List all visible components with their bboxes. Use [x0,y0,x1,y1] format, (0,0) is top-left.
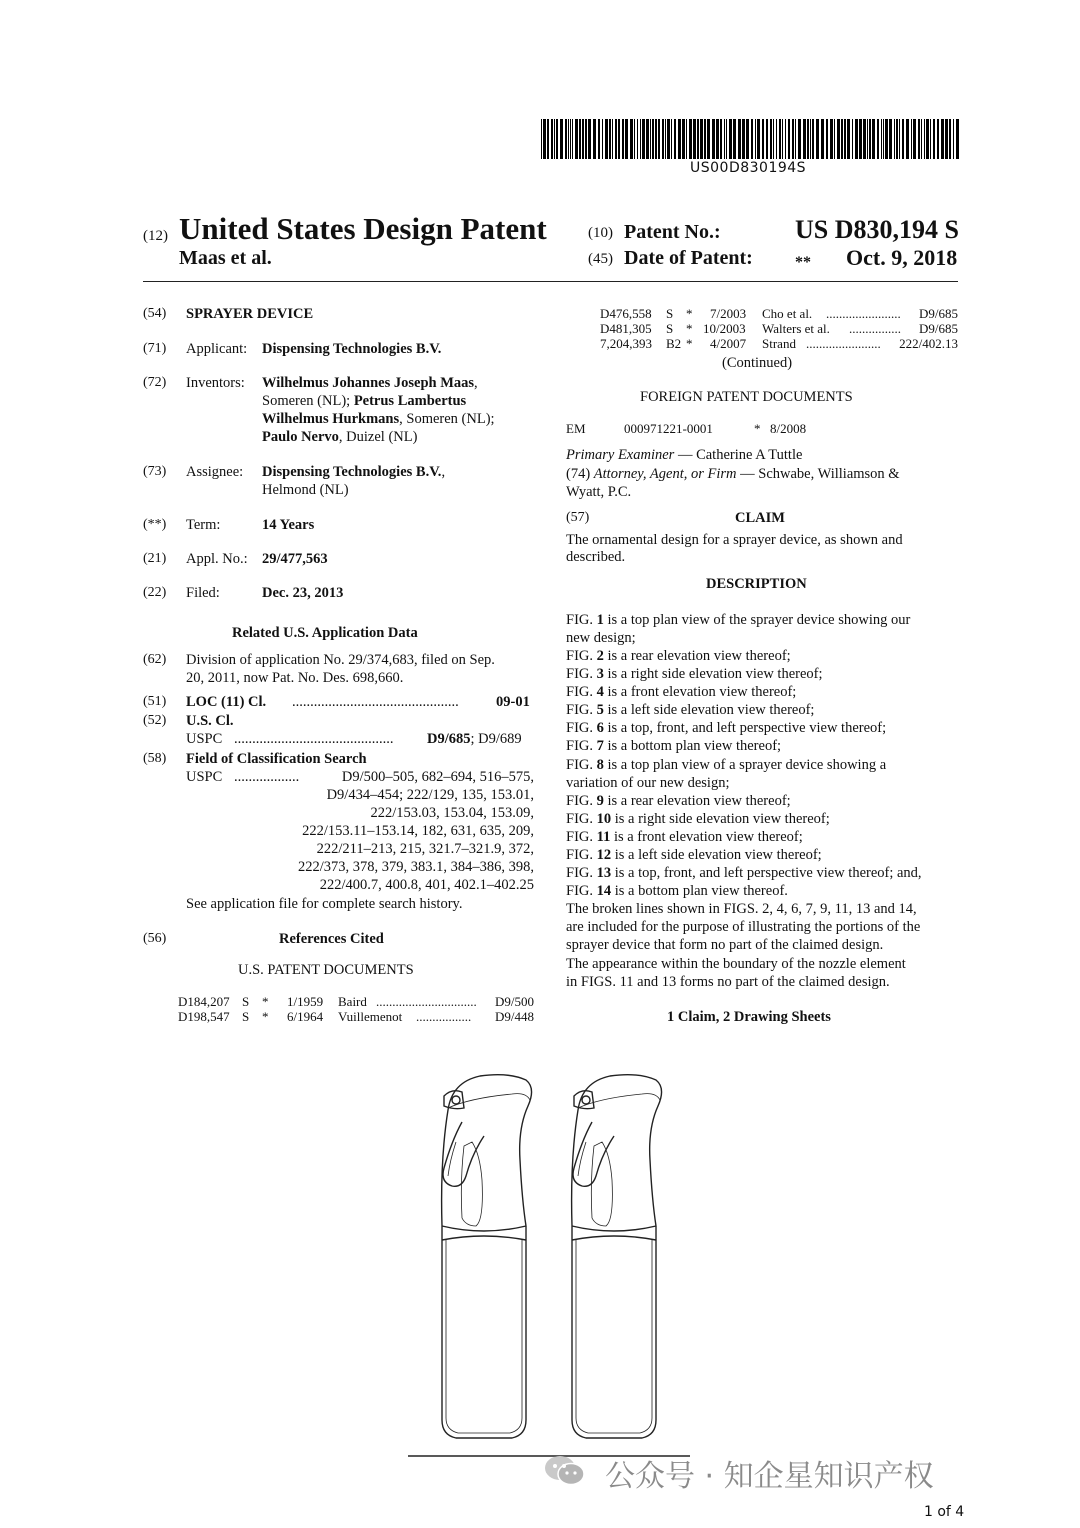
header-divider [143,281,958,282]
field-line: 222/153.11–153.14, 182, 631, 635, 209, [302,823,534,839]
barcode-bar [785,119,786,159]
page-number: 1 of 4 [924,1504,965,1520]
barcode-bar [618,119,620,159]
barcode-bar [855,119,858,159]
barcode-bar [565,119,567,159]
wechat-icon [543,1454,587,1488]
barcode-bar [658,119,660,159]
foreign-reference-row: EM 000971221-0001 * 8/2008 [566,421,807,436]
patent-no-code: (10) [588,225,613,241]
barcode-bar [930,119,931,159]
field-line: D9/434–454; 222/129, 135, 153.01, [326,787,534,803]
field-line: 222/153.03, 153.04, 153.09, [370,805,534,821]
date-label: Date of Patent: [624,247,753,269]
barcode-bar [956,119,959,159]
loc-dots: .............................................. [292,694,459,710]
barcode-bar [560,119,563,159]
appl-code: (21) [143,551,167,566]
patent-no-label: Patent No.: [624,221,721,243]
barcode-bar [837,119,840,159]
barcode-bar [746,119,749,159]
date-value: Oct. 9, 2018 [846,245,958,270]
inventor-line: Wilhelmus Johannes Joseph Maas, [262,375,478,391]
kind-code: (12) [143,228,168,244]
barcode-bar [697,119,699,159]
patent-no-value: US D830,194 S [795,215,959,244]
barcode-bar [941,119,944,159]
authors: Maas et al. [179,247,272,269]
barcode-bar [881,119,882,159]
barcode-bar [863,119,866,159]
loc-code: (51) [143,694,167,709]
barcode-bar [918,119,920,159]
barcode-bar [937,119,939,159]
barcode-bar [593,119,596,159]
barcode-bar [807,119,809,159]
refs-code: (56) [143,931,167,946]
division-line: Division of application No. 29/374,683, filed on Sep. [186,652,495,668]
date-code: (45) [588,251,613,267]
barcode-bar [913,119,916,159]
field-line: 222/373, 378, 379, 383.1, 384–386, 398, [297,859,534,875]
claim-code: (57) [566,510,590,525]
barcode-bar [798,119,801,159]
barcode-bar [622,119,624,159]
barcode-bar [810,119,811,159]
barcode-bar [640,119,641,159]
barcode-bar [575,119,578,159]
barcode-bar [547,119,549,159]
barcode-bar [665,119,666,159]
barcode-bar [795,119,796,159]
barcode-bar [834,119,835,159]
reference-row: 7,204,393 B2 * 4/2007 Strand ....................... 222/402.13 [600,336,958,351]
barcode-bar [541,119,542,159]
barcode-bar [896,119,898,159]
fig-description: FIG. 10 is a right side elevation view thereof; [566,811,830,827]
barcode-bar [689,119,692,159]
barcode-bar [921,119,922,159]
fig-description: new design; [566,630,636,646]
barcode-bar [911,119,912,159]
fig-description: FIG. 14 is a bottom plan view thereof. [566,883,788,899]
barcode-bar [554,119,555,159]
assignee-location: Helmond (NL) [262,482,349,498]
barcode-bar [877,119,879,159]
fig-description: FIG. 7 is a bottom plan view thereof; [566,738,782,754]
barcode-bar [926,119,929,159]
attorney: (74) Attorney, Agent, or Firm — Schwabe, Williamson & [566,466,900,482]
filed-value: Dec. 23, 2013 [262,585,344,601]
fig-description: FIG. 8 is a top plan view of a sprayer device showing a [566,757,887,773]
barcode-bar [762,119,764,159]
barcode-bar [782,119,783,159]
barcode-bar [742,119,745,159]
barcode-bar [605,119,608,159]
barcode-bar [686,119,687,159]
uscl-label: U.S. Cl. [186,713,234,729]
inventor-line: Wilhelmus Hurkmans, Someren (NL); [262,411,495,427]
inventor-line: Someren (NL); Petrus Lambertus [262,393,467,409]
sprayer-bottle-left [442,1075,532,1438]
barcode-bar [585,119,587,159]
barcode-bar [766,119,768,159]
barcode-bar [598,119,600,159]
barcode-bar [894,119,895,159]
barcode-bar [570,119,571,159]
term-value: 14 Years [262,517,315,533]
barcode-bar [634,119,635,159]
claim-text: described. [566,549,626,565]
barcode-bar [609,119,611,159]
barcode-bar [945,119,948,159]
barcode-bar [682,119,685,159]
barcode-bar [751,119,753,159]
barcode-bar [773,119,774,159]
attorney-line2: Wyatt, P.C. [566,484,632,500]
fig-description: FIG. 11 is a front elevation view thereof; [566,829,803,845]
division-line: 20, 2011, now Pat. No. Des. 698,660. [186,670,404,686]
sprayer-bottle-right [572,1075,662,1438]
barcode-bar [844,119,846,159]
filed-label: Filed: [186,585,220,601]
barcode-bar [899,119,900,159]
description-heading: DESCRIPTION [706,576,807,592]
fig-description: FIG. 1 is a top plan view of the sprayer device showing our [566,612,911,628]
barcode-bar [924,119,925,159]
barcode-bar [588,119,591,159]
field-line: D9/500–505, 682–694, 516–575, [341,769,534,785]
fig-description: FIG. 6 is a top, front, and left perspective view thereof; [566,720,887,736]
barcode-bar [625,119,628,159]
field-line: 222/211–213, 215, 321.7–321.9, 372, [316,841,534,857]
barcode-bar [859,119,862,159]
barcode-bar [788,119,790,159]
field-label: Field of Classification Search [186,751,367,767]
barcode-bar [674,119,676,159]
loc-label: LOC (11) Cl. [186,694,267,710]
barcode-bar [738,119,741,159]
barcode-bar [724,119,725,159]
barcode-bar [582,119,584,159]
broken-lines-text: The broken lines shown in FIGS. 2, 4, 6, 7, 9, 11, 13 and 14, [566,901,917,917]
barcode-bar [792,119,794,159]
barcode-bar [729,119,732,159]
field-code: (58) [143,751,167,766]
barcode-bar [704,119,706,159]
uspc-dots: ............................................ [234,731,394,747]
barcode-bar [568,119,569,159]
barcode-bar [716,119,719,159]
barcode-bar [556,119,558,159]
barcode-bar [757,119,760,159]
document-title: United States Design Patent [179,211,547,246]
sprayer-drawing [400,1050,700,1470]
broken-lines-text: The appearance within the boundary of the nozzle element [566,956,906,972]
barcode-bar [816,119,819,159]
uspc-value: D9/685; D9/689 [427,731,522,747]
fig-description: FIG. 4 is a front elevation view thereof; [566,684,797,700]
barcode-bar [662,119,664,159]
barcode-bar [826,119,828,159]
fig-description: FIG. 9 is a rear elevation view thereof; [566,793,791,809]
barcode-bar [755,119,756,159]
barcode-bar [847,119,850,159]
claims-sheets: 1 Claim, 2 Drawing Sheets [667,1009,831,1025]
barcode-bar [712,119,715,159]
barcode-bar [949,119,951,159]
field-line: 222/400.7, 400.8, 401, 402.1–402.25 [319,877,534,893]
barcode-bar [902,119,904,159]
barcode-text: US00D830194S [690,160,807,176]
barcode-bar [602,119,603,159]
fig-description: FIG. 5 is a left side elevation view thereof; [566,702,815,718]
appl-label: Appl. No.: [186,551,248,567]
barcode-bar [812,119,814,159]
fig-description: variation of our new design; [566,775,730,791]
continued-note: (Continued) [722,355,793,371]
barcode-bar [543,119,546,159]
barcode-bar [770,119,772,159]
uspc-label: USPC [186,731,223,747]
barcode-bar [612,119,613,159]
barcode-bar [652,119,654,159]
barcode [541,119,961,159]
barcode-bar [642,119,645,159]
barcode-bar [615,119,617,159]
barcode-bar [821,119,824,159]
barcode-bar [700,119,703,159]
fig-description: FIG. 2 is a rear elevation view thereof; [566,648,791,664]
applicant-value: Dispensing Technologies B.V. [262,341,442,357]
barcode-bar [885,119,888,159]
claim-heading: CLAIM [735,510,785,526]
assignee-value: Dispensing Technologies B.V., [262,464,446,480]
applicant-code: (71) [143,341,167,356]
inventors-code: (72) [143,375,167,390]
loc-value: 09-01 [496,694,530,710]
barcode-bar [693,119,696,159]
barcode-bar [637,119,638,159]
appl-value: 29/477,563 [262,551,328,567]
barcode-bar [779,119,781,159]
invention-title: SPRAYER DEVICE [186,306,314,322]
barcode-bar [906,119,909,159]
division-code: (62) [143,652,167,667]
barcode-bar [883,119,884,159]
related-heading: Related U.S. Application Data [232,625,418,641]
barcode-bar [867,119,868,159]
barcode-bar [933,119,935,159]
barcode-bar [830,119,833,159]
barcode-bar [551,119,553,159]
broken-lines-text: in FIGS. 11 and 13 forms no part of the claimed design. [566,974,890,990]
filed-code: (22) [143,585,167,600]
barcode-bar [646,119,649,159]
title-code: (54) [143,306,167,321]
barcode-bar [889,119,892,159]
term-label: Term: [186,517,221,533]
inventor-line: Paulo Nervo, Duizel (NL) [262,429,418,445]
term-code: (**) [143,517,167,532]
barcode-bar [572,119,573,159]
barcode-bar [650,119,651,159]
barcode-bar [733,119,736,159]
fig-description: FIG. 12 is a left side elevation view thereof; [566,847,822,863]
barcode-bar [953,119,954,159]
barcode-bar [841,119,843,159]
barcode-bar [852,119,853,159]
reference-row: D481,305 S * 10/2003 Walters et al. ................ D9/685 [600,321,958,336]
broken-lines-text: sprayer device that form no part of the claimed design. [566,937,884,953]
primary-examiner: Primary Examiner — Catherine A Tuttle [566,447,803,463]
barcode-bar [671,119,672,159]
barcode-bar [630,119,633,159]
barcode-bar [579,119,581,159]
reference-row: D476,558 S * 7/2003 Cho et al. ....................... D9/685 [600,306,958,321]
barcode-bar [872,119,875,159]
broken-lines-text: are included for the purpose of illustrating the portions of the [566,919,921,935]
claim-text: The ornamental design for a sprayer device, as shown and [566,532,903,548]
field-uspc-dots: .................. [234,769,300,785]
us-docs-heading: U.S. PATENT DOCUMENTS [238,962,414,978]
field-note: See application file for complete search history. [186,896,463,912]
inventors-label: Inventors: [186,375,245,391]
field-uspc-label: USPC [186,769,223,785]
applicant-label: Applicant: [186,341,248,357]
reference-row: D184,207 S * 1/1959 Baird ............................... D9/500 [178,994,534,1009]
barcode-bar [720,119,722,159]
uscl-code: (52) [143,713,167,728]
reference-row: D198,547 S * 6/1964 Vuillemenot ................. D9/448 [178,1009,534,1024]
fig-description: FIG. 13 is a top, front, and left perspective view thereof; and, [566,865,922,881]
barcode-bar [776,119,777,159]
assignee-label: Assignee: [186,464,244,480]
barcode-bar [655,119,657,159]
barcode-bar [726,119,727,159]
barcode-bar [678,119,681,159]
date-marker: ** [795,254,811,271]
assignee-code: (73) [143,464,167,479]
refs-heading: References Cited [279,931,384,947]
watermark-text: 公众号 · 知企星知识产权 [605,1459,934,1494]
fig-description: FIG. 3 is a right side elevation view thereof; [566,666,823,682]
barcode-bar [667,119,670,159]
barcode-bar [803,119,806,159]
barcode-bar [869,119,871,159]
foreign-heading: FOREIGN PATENT DOCUMENTS [640,389,853,405]
barcode-bar [707,119,710,159]
